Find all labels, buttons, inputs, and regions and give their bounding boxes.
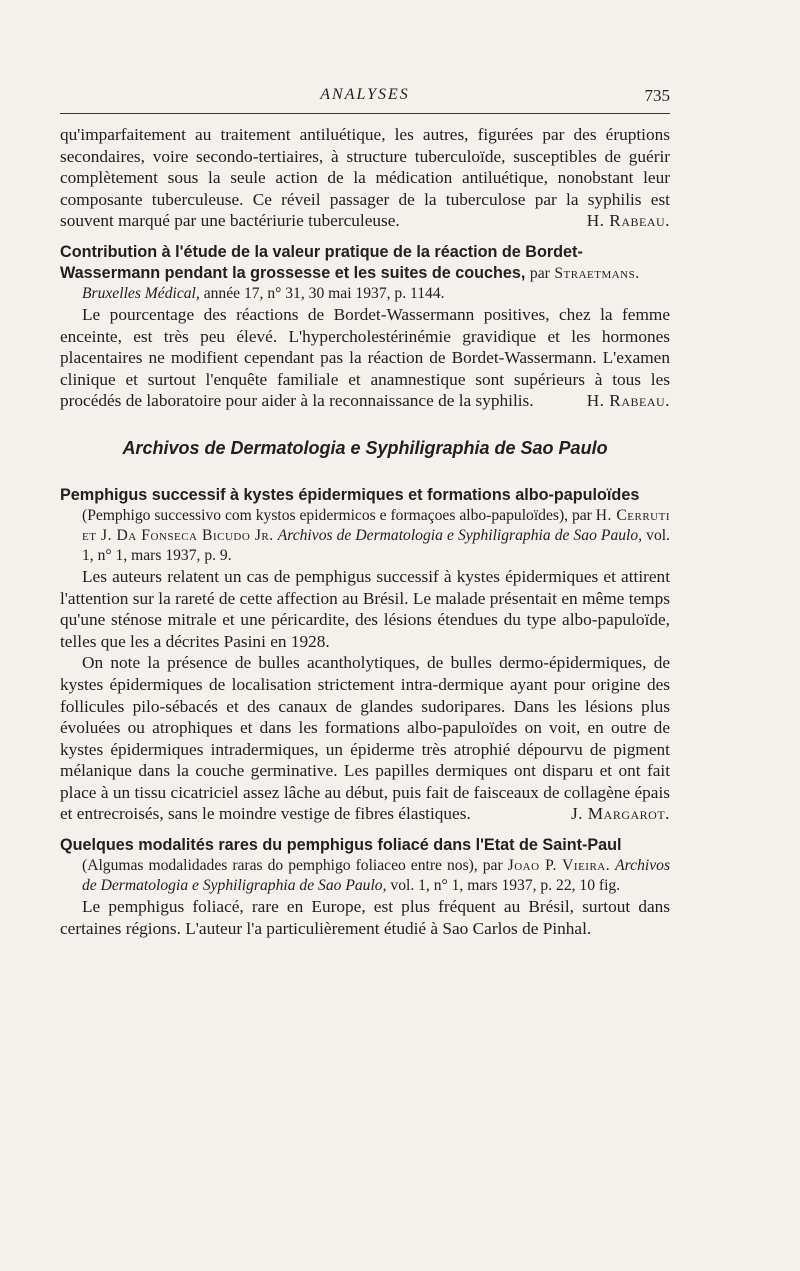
article-signature: J. Margarot.	[570, 804, 670, 824]
running-title: ANALYSES	[320, 86, 410, 103]
article-pemphigus-successif	[60, 485, 670, 825]
article-author: Joao P. Vieira.	[507, 857, 611, 875]
article-title: Quelques modalités rares du pemphigus foliacé dans l'Etat de Saint-Paul	[60, 836, 622, 855]
article-reference: Bruxelles Médical, année 17, n° 31, 30 mai 1937, p. 1144.	[82, 284, 445, 302]
article-author: Straetmans.	[554, 264, 640, 282]
article-title: Pemphigus successif à kystes épidermiques et formations albo-papuloïdes	[60, 485, 640, 504]
page-number: 735	[644, 86, 670, 105]
article-body: On note la présence de bulles acantholytiques, de bulles dermo-épidermiques, de kystes épidermiques de localisation strictement intra-dermique ayant pour origine des follicules pilo-sébacés et des canaux de glandes sudoripares. Dans les lésions plus évoluées ou atrophiques et dans les formations albo-papuloïdes on voit, en outre de kystes épidermiques intradermiques, un épiderme très atrophié dépourvu de pigment mélanique dans la couche germinative. Les papilles dermiques ont disparu et ont fait place à un tissu cicatriciel assez lâche au début, puis fait de faisceaux de collagène épais et entrecroisés, sans le moindre vestige de fibres élastiques. J. Margarot.	[60, 653, 670, 824]
article-signature: H. Rabeau.	[586, 391, 670, 411]
article-body: Les auteurs relatent un cas de pemphigus successif à kystes épidermiques et attirent l'attention sur la rareté de cette affection au Brésil. Le malade présentait en même temps qu'une sténose mitrale et une péricardite, des lésions étendues du type albo-papuloïde, telles que les a décrites Pasini en 1928.	[60, 566, 670, 651]
header-rule	[60, 113, 670, 114]
article-body: Le pemphigus foliacé, rare en Europe, est plus fréquent au Brésil, surtout dans certaines régions. L'auteur l'a particulièrement étudié à Sao Carlos de Pinhal.	[60, 897, 670, 938]
article-title: Contribution à l'étude de la valeur pratique de la réaction de Bordet-Wassermann pendant la grossesse et les suites de couches, par Straetmans.	[60, 242, 640, 282]
journal-heading: Archivos de Dermatologia e Syphiligraphia de Sao Paulo	[122, 437, 608, 458]
article-bordet-wassermann	[60, 242, 670, 412]
article-authors: H. Cerruti et J. Da Fonseca Bicudo Jr.	[82, 506, 670, 544]
article-body: Le pourcentage des réactions de Bordet-Wassermann positives, chez la femme enceinte, est très peu élevé. L'hypercholestérinémie gravidique et les hormones placentaires ne modifient cependant pas la réaction de Bordet-Wassermann. L'examen clinique et surtout l'enquête familiale et anamnestique sont supérieurs à tous les procédés de laboratoire pour aider à la reconnaissance de la syphilis. H. Rabeau.	[60, 304, 670, 411]
journal-name: Bruxelles Médical,	[82, 284, 200, 302]
page-body	[60, 124, 670, 939]
article-pemphigus-foliace	[60, 835, 670, 939]
journal-name: Archivos de Dermatologia e Syphiligraphia de Sao Paulo,	[82, 857, 671, 895]
article-reference: (Algumas modalidades raras do pemphigo foliaceo entre nos), par Joao P. Vieira. Archivos de Dermatologia e Syphiligraphia de Sao Paulo, vol. 1, n° 1, mars 1937, p. 22, 10 fig.	[82, 857, 671, 895]
review-signature: H. Rabeau.	[586, 211, 670, 231]
article-reference: (Pemphigo successivo com kystos epidermicos e formaçoes albo-papuloïdes), par H. Cerruti et J. Da Fonseca Bicudo Jr. Archivos de Dermatologia e Syphiligraphia de Sao Paulo, vol. 1, n° 1, mars 1937, p. 9.	[82, 506, 670, 564]
review-continuation-text: qu'imparfaitement au traitement antiluétique, les autres, figurées par des éruptions secondaires, voire secondo-tertiaires, à structure tuberculoïde, susceptibles de guérir complètement sous la seule action de la médication antiluétique, nonobstant leur composante tuberculeuse. Ce réveil passager de la tuberculose par la syphilis est souvent marqué par une bactériurie tuberculeuse. H. Rabeau.	[60, 125, 670, 231]
journal-name: Archivos de Dermatologia e Syphiligraphia de Sao Paulo,	[277, 526, 643, 544]
running-header	[60, 86, 670, 112]
review-continuation	[60, 124, 670, 232]
